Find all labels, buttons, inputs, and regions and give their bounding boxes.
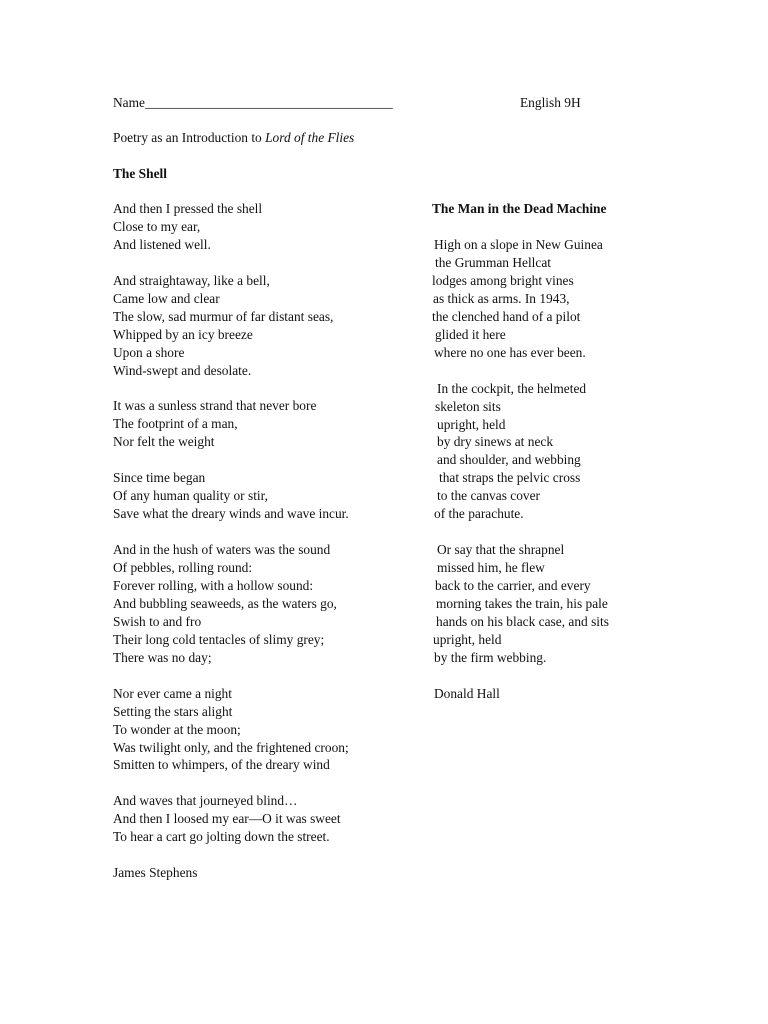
poem2-line: as thick as arms. In 1943, — [433, 290, 570, 306]
poem1-line: Nor ever came a night — [113, 685, 232, 701]
poem2-line: missed him, he flew — [437, 560, 545, 576]
poem2-line: Donald Hall — [434, 685, 500, 701]
poem1-line: It was a sunless strand that never bore — [113, 398, 317, 414]
poem1-line: Of pebbles, rolling round: — [113, 560, 253, 575]
poem1-line: Wind-swept and desolate. — [113, 362, 252, 378]
poem2-line: and shoulder, and webbing — [437, 452, 581, 468]
poem1-line: Since time began — [113, 470, 206, 486]
poem1-line: And bubbling seaweeds, as the waters go, — [113, 595, 337, 611]
poem2-line: that straps the pelvic cross — [439, 470, 581, 486]
poem2-line: by the firm webbing. — [434, 649, 547, 665]
poem1-line: Came low and clear — [113, 290, 220, 306]
poem1-line: Swish to and fro — [113, 613, 202, 629]
poem1-line: Upon a shore — [113, 344, 185, 360]
poem1-line: There was no day; — [113, 649, 212, 665]
poem1-line: To wonder at the moon; — [113, 721, 241, 737]
poem1-line: Smitten to whimpers, of the dreary wind — [113, 757, 330, 773]
poem1-line: The slow, sad murmur of far distant seas, — [113, 308, 334, 324]
poem2-line: upright, held — [437, 416, 506, 432]
poem2-line: morning takes the train, his pale — [436, 596, 608, 611]
poem2-line: High on a slope in New Guinea — [434, 237, 603, 252]
poem2-line: hands on his black case, and sits — [436, 613, 609, 629]
poem2-line: lodges among bright vines — [432, 272, 574, 288]
poem2-line: upright, held — [433, 631, 502, 647]
poem1-line: The footprint of a man, — [113, 416, 238, 432]
poem1-line: Nor felt the weight — [113, 434, 215, 450]
poem2-line: In the cockpit, the helmeted — [437, 380, 587, 396]
course-label: English 9H — [520, 95, 581, 110]
poem1-line: And listened well. — [113, 236, 211, 252]
poem1-line: To hear a cart go jolting down the street. — [113, 829, 330, 845]
poem1-line: And straightaway, like a bell, — [113, 272, 270, 288]
poem1-line: Setting the stars alight — [113, 703, 233, 719]
poem1-line: And then I pressed the shell — [113, 201, 263, 216]
poem2-line: of the parachute. — [434, 506, 524, 522]
poem2-line: by dry sinews at neck — [437, 434, 554, 450]
poem2-title: The Man in the Dead Machine — [432, 201, 607, 216]
poem1-line: Their long cold tentacles of slimy grey; — [113, 631, 325, 647]
subtitle — [113, 129, 354, 147]
poem1-line: And then I loosed my ear—O it was sweet — [113, 811, 341, 827]
poem2-line: back to the carrier, and every — [435, 578, 591, 594]
poem2-line: glided it here — [435, 326, 506, 342]
poem2-line: where no one has ever been. — [434, 344, 586, 360]
poem1-line: Forever rolling, with a hollow sound: — [113, 577, 314, 593]
poem1-title: The Shell — [113, 166, 167, 181]
poem1-line: Whipped by an icy breeze — [113, 326, 253, 342]
poem2-line: to the canvas cover — [437, 488, 540, 504]
poem1-line: Of any human quality or stir, — [113, 488, 268, 504]
poem2-line: Or say that the shrapnel — [437, 542, 565, 558]
poem2-line: the Grumman Hellcat — [435, 254, 552, 270]
name-field-label: Name_____________________________________ — [113, 95, 393, 110]
poem1-line: James Stephens — [113, 865, 198, 881]
poem1-line: Save what the dreary winds and wave incur. — [113, 506, 349, 522]
poem1-line: Close to my ear, — [113, 218, 201, 234]
poem2-line: skeleton sits — [435, 398, 501, 414]
poem2-line: the clenched hand of a pilot — [432, 308, 581, 324]
poem1-line: Was twilight only, and the frightened croon; — [113, 739, 349, 755]
poem1-line: And in the hush of waters was the sound — [113, 542, 331, 558]
poem1-line: And waves that journeyed blind… — [113, 793, 298, 809]
subtitle-prefix: Poetry as an Introduction to — [113, 130, 266, 145]
book-title: Lord of the Flies — [265, 130, 355, 145]
